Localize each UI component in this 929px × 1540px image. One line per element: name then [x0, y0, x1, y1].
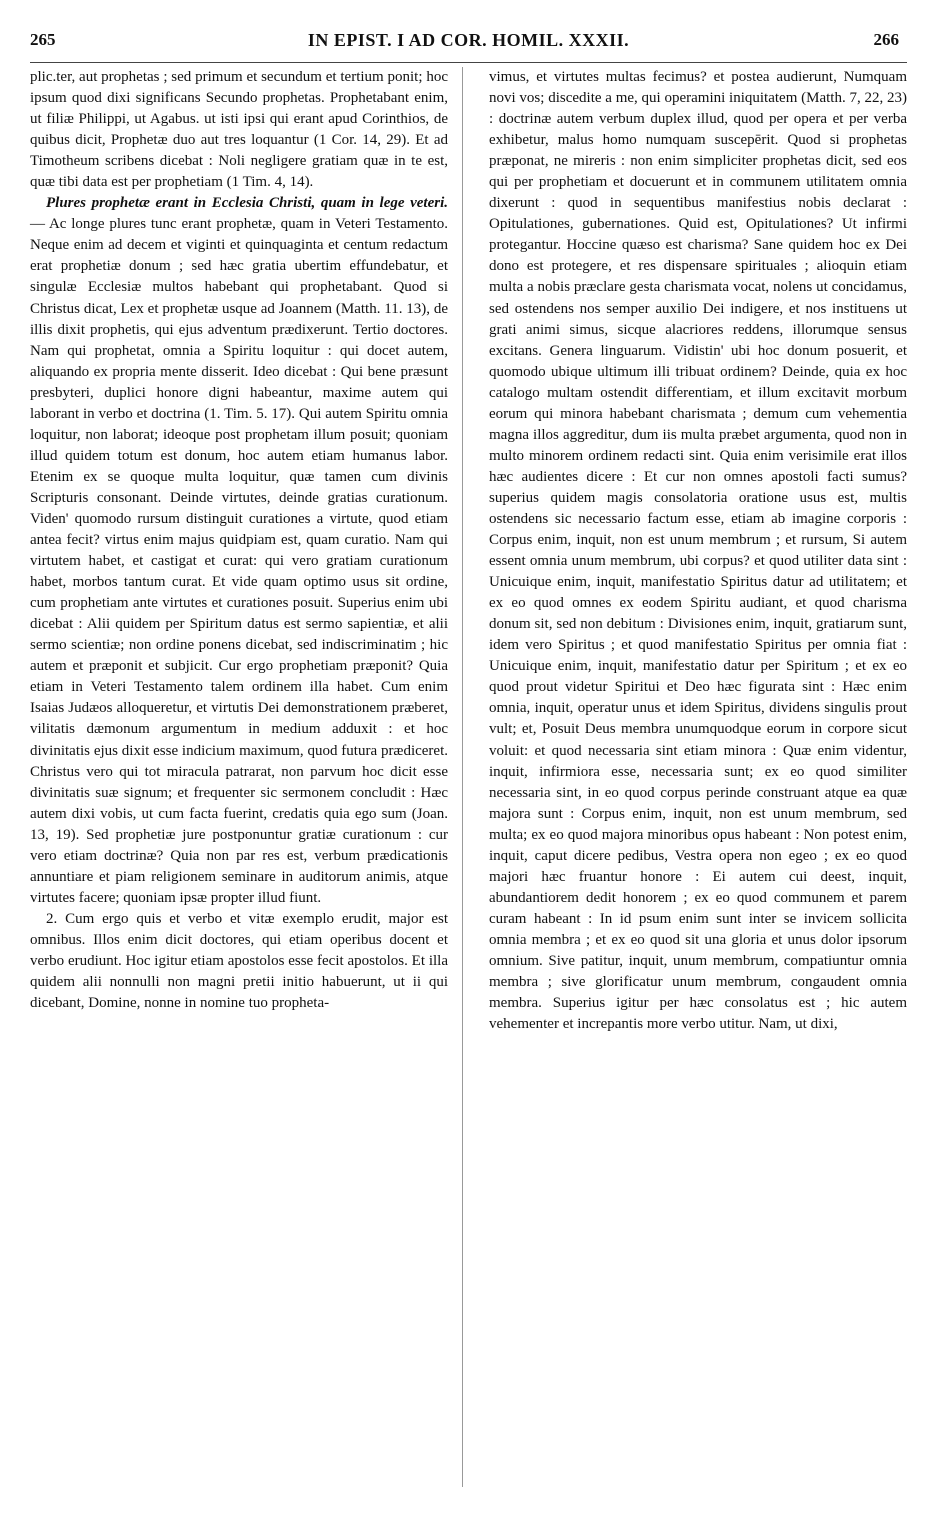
paragraph: plic.ter, aut prophetas ; sed primum et secundum et tertium ponit; hoc ipsum quod dixi significans Secundo prophetas. Prophetabant enim, ut filiæ Philippi, ut Agabus. ut isti ipsi qui erant apud Corinthios, de quibus dicit, Prophetæ duo aut tres loquantur (1 Cor. 14, 29). Et ad Timotheum scribens dicebat : Noli negligere gratiam quæ in te est, quæ tibi data est per prophetiam (1 Tim. 4, 14). [30, 69, 448, 191]
page-number-right: 266 [873, 30, 899, 49]
page-number-left: 265 [30, 30, 56, 49]
section-heading: Plures prophetæ erant in Ecclesia Christi, quam in lege veteri. [46, 195, 448, 212]
running-title: IN EPIST. I AD COR. HOMIL. XXXII. [307, 30, 630, 50]
paragraph: vimus, et virtutes multas fecimus? et postea audierunt, Numquam novi vos; discedite a me, qui operamini iniquitatem (Matth. 7, 22, 23) : doctrinæ autem verbum duplex illud, quod per opera et per verba exhibetur, malus homo numquam suscepērit. Quod si prophetas præponat, ne mireris : non enim simpliciter prophetas dicit, sed eos qui per prophetiam et docuerunt et in communem utilitatem omnia dixerunt : quod in sequentibus manifestius nobis declarat : Opitulationes, gubernationes. Quid est, Opitulationes? Ut infirmi protegantur. Hoccine quæso est charisma? Sane quidem hoc ex Dei dono est protegere, et res dispensare spirituales ; alioquin etiam multa a nobis præclare gesta charismata vocat, nolens ut concidamus, sed ostendens nos semper auxilio Dei indigere, et nos instituens ut grati animi simus, sicque alacriores reddens, illorumque sensus excitans. Genera linguarum. Vidistin' ubi hoc donum posuerit, et quomodo ubique ultimum illi tribuat ordinem? Deinde, quia ex hoc catalogo multam ostendit differentiam, et illum excitavit morbum eorum qui minora habebant charismata ; demum cum vehementia magna illos aggreditur, dum iis multa præbet argumenta, quod non in multo minorem ordinem redacti sint. Quia enim verisimile erat illos hæc audientes dicere : Et cur non omnes apostoli facti sumus? superius quidem magis consolatoria oratione usus est, multis ostendens sic necessario factum esse, etiam ab imagine corporis : Corpus enim, inquit, non est unum membrum ; et rursum, Si autem essent omnia unum membrum, ubi corpus? et quod utiliter data sint : Unicuique enim, inquit, manifestatio Spiritus datur ad utilitatem; et ex eo quod omnes ex eodem Spiritu audiant, et quod charisma donum sit, sed non debitum : Divisiones enim, inquit, gratiarum sunt, idem vero Spiritus ; et quod manifestatio Spiritus per omnia fiat : Unicuique enim, inquit, manifestatio datur per Spiritum ; et ex eo quod prout videtur Spiritui et Deo hæc figurata sint : Hæc enim omnia, inquit, operatur unus et idem Spiritus, dividens singulis prout vult; et, Posuit Deus membra unumquodque eorum in corpore sicut voluit: et quod necessaria sint etiam minora : Quæ enim videntur, inquit, infirmiora esse, necessaria sunt; ex eo quod similiter necessaria sint, in eo quod corpus perinde construant atque ea quæ majora sunt : Corpus enim, inquit, non est unum membrum, sed multa; ex eo quod majora minoribus opus habeant : Non potest enim, inquit, caput dicere pedibus, Vestra opera non egeo ; ex eo quod majori hæc fruantur honore : Ei autem cui deest, inquit, abundantiorem dedit honorem ; ex eo quod communem et parem curam habeant : In id psum enim sunt inter se invicem sollicita omnia membra ; et ex eo quod sit una gloria et unus dolor ipsorum omnium. Sive patitur, inquit, unum membrum, compatiuntur omnia membra ; sive glorificatur unum membrum, congaudent omnia membra. Superius igitur per hæc consolatus est ; hic autem vehementer et increpantis more verbo utitur. Nam, ut dixi, [489, 69, 907, 1033]
right-column [489, 67, 907, 1035]
column-divider [462, 67, 463, 1487]
left-column [30, 67, 448, 1035]
paragraph: 2. Cum ergo quis et verbo et vitæ exemplo erudit, major est omnibus. Illos enim dicit doctores, qui etiam operibus docent et verbo erudiunt. Hoc igitur etiam apostolos esse fecit apostolos. Et illa quidem alii nonnulli non magni pretii initio habuerunt, ut ii qui dicebant, Domine, nonne in nomine tuo propheta- [30, 910, 448, 1012]
paragraph [30, 193, 448, 909]
paragraph-text: — Ac longe plures tunc erant prophetæ, quam in Veteri Testamento. Neque enim ad decem et viginti et quinquaginta et centum redactum erat prophetiæ donum ; sed hæc gratia ubertim effundebatur, et singulæ Ecclesiæ multos habebant qui prophetabant. Quod si Christus dicat, Lex et prophetæ usque ad Joannem (Matth. 11. 13), de illis dixit prophetis, qui ejus adventum prædixerunt. Tertio doctores. Nam qui prophetat, omnia a Spiritu loquitur : qui docet autem, aliquando ex propria mente disserit. Ideo dicebat : Qui bene præsunt presbyteri, duplici honore digni habeantur, maxime autem qui laborant in verbo et doctrina (1. Tim. 5. 17). Qui autem Spiritu omnia loquitur, non laborat; ideoque post prophetam illum posuit; quoniam illud quidem totum est donum, hoc autem etiam humanus labor. Etenim ex se quoque multa loquitur, quæ tamen cum divinis Scripturis consonant. Deinde virtutes, deinde gratias curationum. Viden' quomodo rursum distinguit curationes a virtute, quod etiam antea fecit? virtus enim majus quidpiam est, quam curatio. Nam qui virtutem habet, et castigat et curat: qui vero gratiam curationum habet, morbos tantum curat. Et vide quam optimo usus sit ordine, cum prophetiam ante virtutes et curationes posuit. Superius enim ubi dicebat : Alii quidem per Spiritum datus est sermo sapientiæ, et alii sermo scientiæ; non ordine ponens dicebat, sed indiscriminatim ; hic autem et præponit et subjicit. Cur ergo prophetiam præponit? Quia etiam in Veteri Testamento talem ordinem illa habet. Cum enim Isaias Judæos alloqueretur, et virtutis Dei demonstrationem præberet, vilitatis dæmonum argumentum in medium adduxit : et hoc divinitatis ejus dixit esse indicium maximum, quod futura prædiceret. Christus vero qui tot miracula patrarat, non parvum hoc dicit esse divinitatis suæ signum; et frequenter sic sermonem concludit : Hæc autem dixi vobis, ut cum facta fuerint, credatis quia ego sum (Joan. 13, 19). Sed prophetiæ jure postponuntur gratiæ curationum : cur vero etiam doctrinæ? Quia non par res est, verbum prædicationis annuntiare et piam religionem seminare in auditorum animis, atque virtutes facere; quoniam ipsæ propter illud fiunt. [30, 216, 448, 906]
page-header [30, 22, 907, 63]
text-columns [30, 67, 907, 1035]
